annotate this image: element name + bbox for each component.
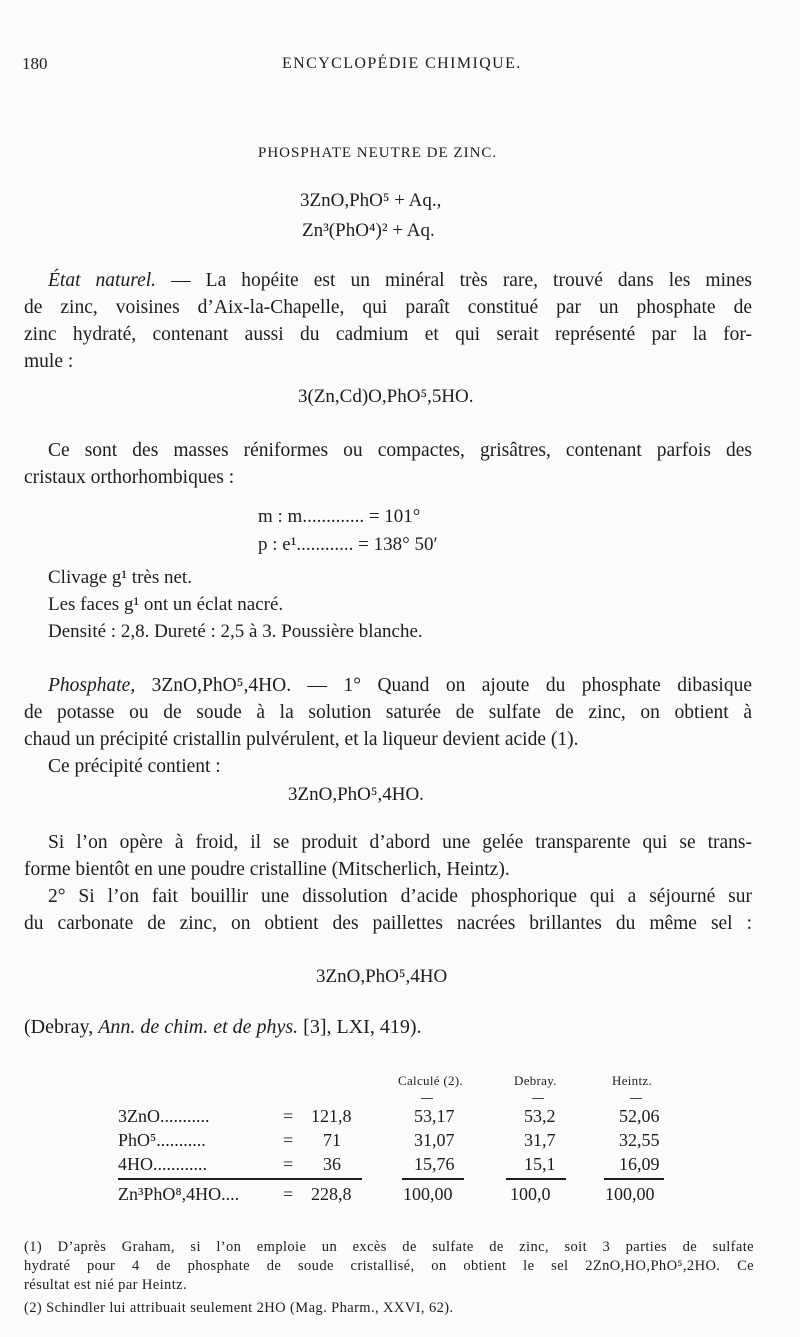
footnote-1-line-2: hydraté pour 4 de phosphate de soude cristallisé, on obtient le sel 2ZnO,HO,PhO⁵,2HO. Ce	[24, 1258, 754, 1274]
row-label: PhO⁵...........	[118, 1130, 206, 1150]
clivage-line: Clivage g¹ très net.	[48, 567, 192, 588]
froid-line-4: du carbonate de zinc, on obtient des paillettes nacrées brillantes du même sel :	[24, 913, 752, 934]
total-calcule: 100,00	[403, 1184, 453, 1204]
salt-formula: 3ZnO,PhO⁵,4HO	[316, 966, 448, 987]
row-calcule: 15,76	[414, 1154, 455, 1174]
paragraph-line	[24, 672, 752, 699]
froid-line-2: forme bientôt en une poudre cristalline (Mitscherlich, Heintz).	[24, 859, 510, 880]
footnote-2-line: (2) Schindler lui attribuait seulement 2HO (Mag. Pharm., XXVI, 62).	[24, 1300, 454, 1316]
row-debray: 15,1	[524, 1154, 556, 1174]
hopeite-formula: 3(Zn,Cd)O,PhO⁵,5HO.	[298, 386, 474, 407]
total-rule	[604, 1178, 664, 1180]
phosphate-label: Phosphate,	[48, 675, 136, 696]
faces-line: Les faces g¹ ont un éclat nacré.	[48, 594, 284, 615]
journal-title: Ann. de chim. et de phys.	[98, 1016, 299, 1038]
row-heintz: 16,09	[619, 1154, 660, 1174]
phosphate-line-3: chaud un précipité cristallin pulvérulent, et la liqueur devient acide (1).	[24, 729, 579, 750]
angle-m-m: m : m............. = 101°	[258, 506, 421, 527]
masses-paragraph	[24, 437, 752, 491]
header-dash	[421, 1098, 433, 1099]
column-header-heintz: Heintz.	[612, 1073, 653, 1088]
phosphate-line-2: de potasse ou de soude à la solution saturée de sulfate de zinc, on obtient à	[24, 702, 752, 723]
footnote-2	[24, 1299, 754, 1318]
total-debray: 100,0	[510, 1184, 551, 1204]
froid-paragraph	[24, 829, 752, 937]
etat-label: État naturel.	[48, 270, 157, 291]
footnote-1-line-3: résultat est nié par Heintz.	[24, 1277, 187, 1293]
total-rule	[402, 1178, 464, 1180]
row-label: 3ZnO...........	[118, 1106, 210, 1126]
froid-line-3: 2° Si l’on fait bouillir une dissolution d’acide phosphorique qui a séjourné sur	[48, 886, 752, 907]
row-label: 4HO............	[118, 1154, 207, 1174]
footnote-1-line-1: (1) D’après Graham, si l’on emploie un excès de sulfate de zinc, soit 3 parties de sulfate	[24, 1239, 754, 1255]
header-dash	[532, 1098, 544, 1099]
row-debray: 53,2	[524, 1106, 556, 1126]
row-calcule: 53,17	[414, 1106, 455, 1126]
precipitate-formula: 3ZnO,PhO⁵,4HO.	[288, 784, 424, 805]
total-equals: =	[283, 1184, 294, 1204]
page-number: 180	[22, 54, 48, 73]
total-value: 228,8	[311, 1184, 352, 1204]
total-label: Zn³PhO⁸,4HO....	[118, 1184, 240, 1204]
row-calcule: 31,07	[414, 1130, 455, 1150]
phosphate-paragraph	[24, 672, 752, 780]
section-title: PHOSPHATE NEUTRE DE ZINC.	[258, 145, 498, 161]
row-value: 71	[323, 1130, 341, 1150]
total-heintz: 100,00	[605, 1184, 655, 1204]
row-equals: =	[283, 1130, 294, 1150]
phosphate-line-4: Ce précipité contient :	[48, 756, 221, 777]
row-heintz: 32,55	[619, 1130, 660, 1150]
etat-naturel-paragraph	[24, 267, 752, 375]
row-value: 121,8	[311, 1106, 352, 1126]
row-debray: 31,7	[524, 1130, 556, 1150]
header-dash	[630, 1098, 642, 1099]
etat-line-2: de zinc, voisines d’Aix-la-Chapelle, qui paraît constitué par un phosphate de	[24, 297, 752, 318]
debray-reference: (Debray, Ann. de chim. et de phys. [3], LXI, 419).	[24, 1016, 422, 1038]
column-header-debray: Debray.	[514, 1073, 557, 1088]
densite-line: Densité : 2,8. Dureté : 2,5 à 3. Poussière blanche.	[48, 621, 423, 642]
footnote-1	[24, 1238, 754, 1295]
row-equals: =	[283, 1106, 294, 1126]
formula-1: 3ZnO,PhO⁵ + Aq.,	[300, 190, 442, 211]
total-rule	[118, 1178, 362, 1180]
masses-line-1: Ce sont des masses réniformes ou compactes, grisâtres, contenant parfois des	[48, 440, 752, 461]
angle-p-e: p : e¹............ = 138° 50′	[258, 534, 438, 555]
row-equals: =	[283, 1154, 294, 1174]
etat-line-1: — La hopéite est un minéral très rare, trouvé dans les mines	[156, 270, 753, 291]
formula-2: Zn³(PhO⁴)² + Aq.	[302, 220, 435, 241]
froid-line-1: Si l’on opère à froid, il se produit d’abord une gelée transparente qui se trans-	[48, 832, 752, 853]
etat-line-3: zinc hydraté, contenant aussi du cadmium et qui serait représenté par la for-	[24, 324, 752, 345]
masses-line-2: cristaux orthorhombiques :	[24, 467, 235, 488]
paragraph-line	[24, 267, 752, 294]
etat-line-4: mule :	[24, 351, 74, 372]
phosphate-line-1: 3ZnO,PhO⁵,4HO. — 1° Quand on ajoute du phosphate dibasique	[135, 675, 752, 696]
total-rule	[506, 1178, 566, 1180]
column-header-calcule: Calculé (2).	[398, 1073, 463, 1088]
row-heintz: 52,06	[619, 1106, 660, 1126]
running-title: ENCYCLOPÉDIE CHIMIQUE.	[282, 55, 522, 72]
row-value: 36	[323, 1154, 341, 1174]
